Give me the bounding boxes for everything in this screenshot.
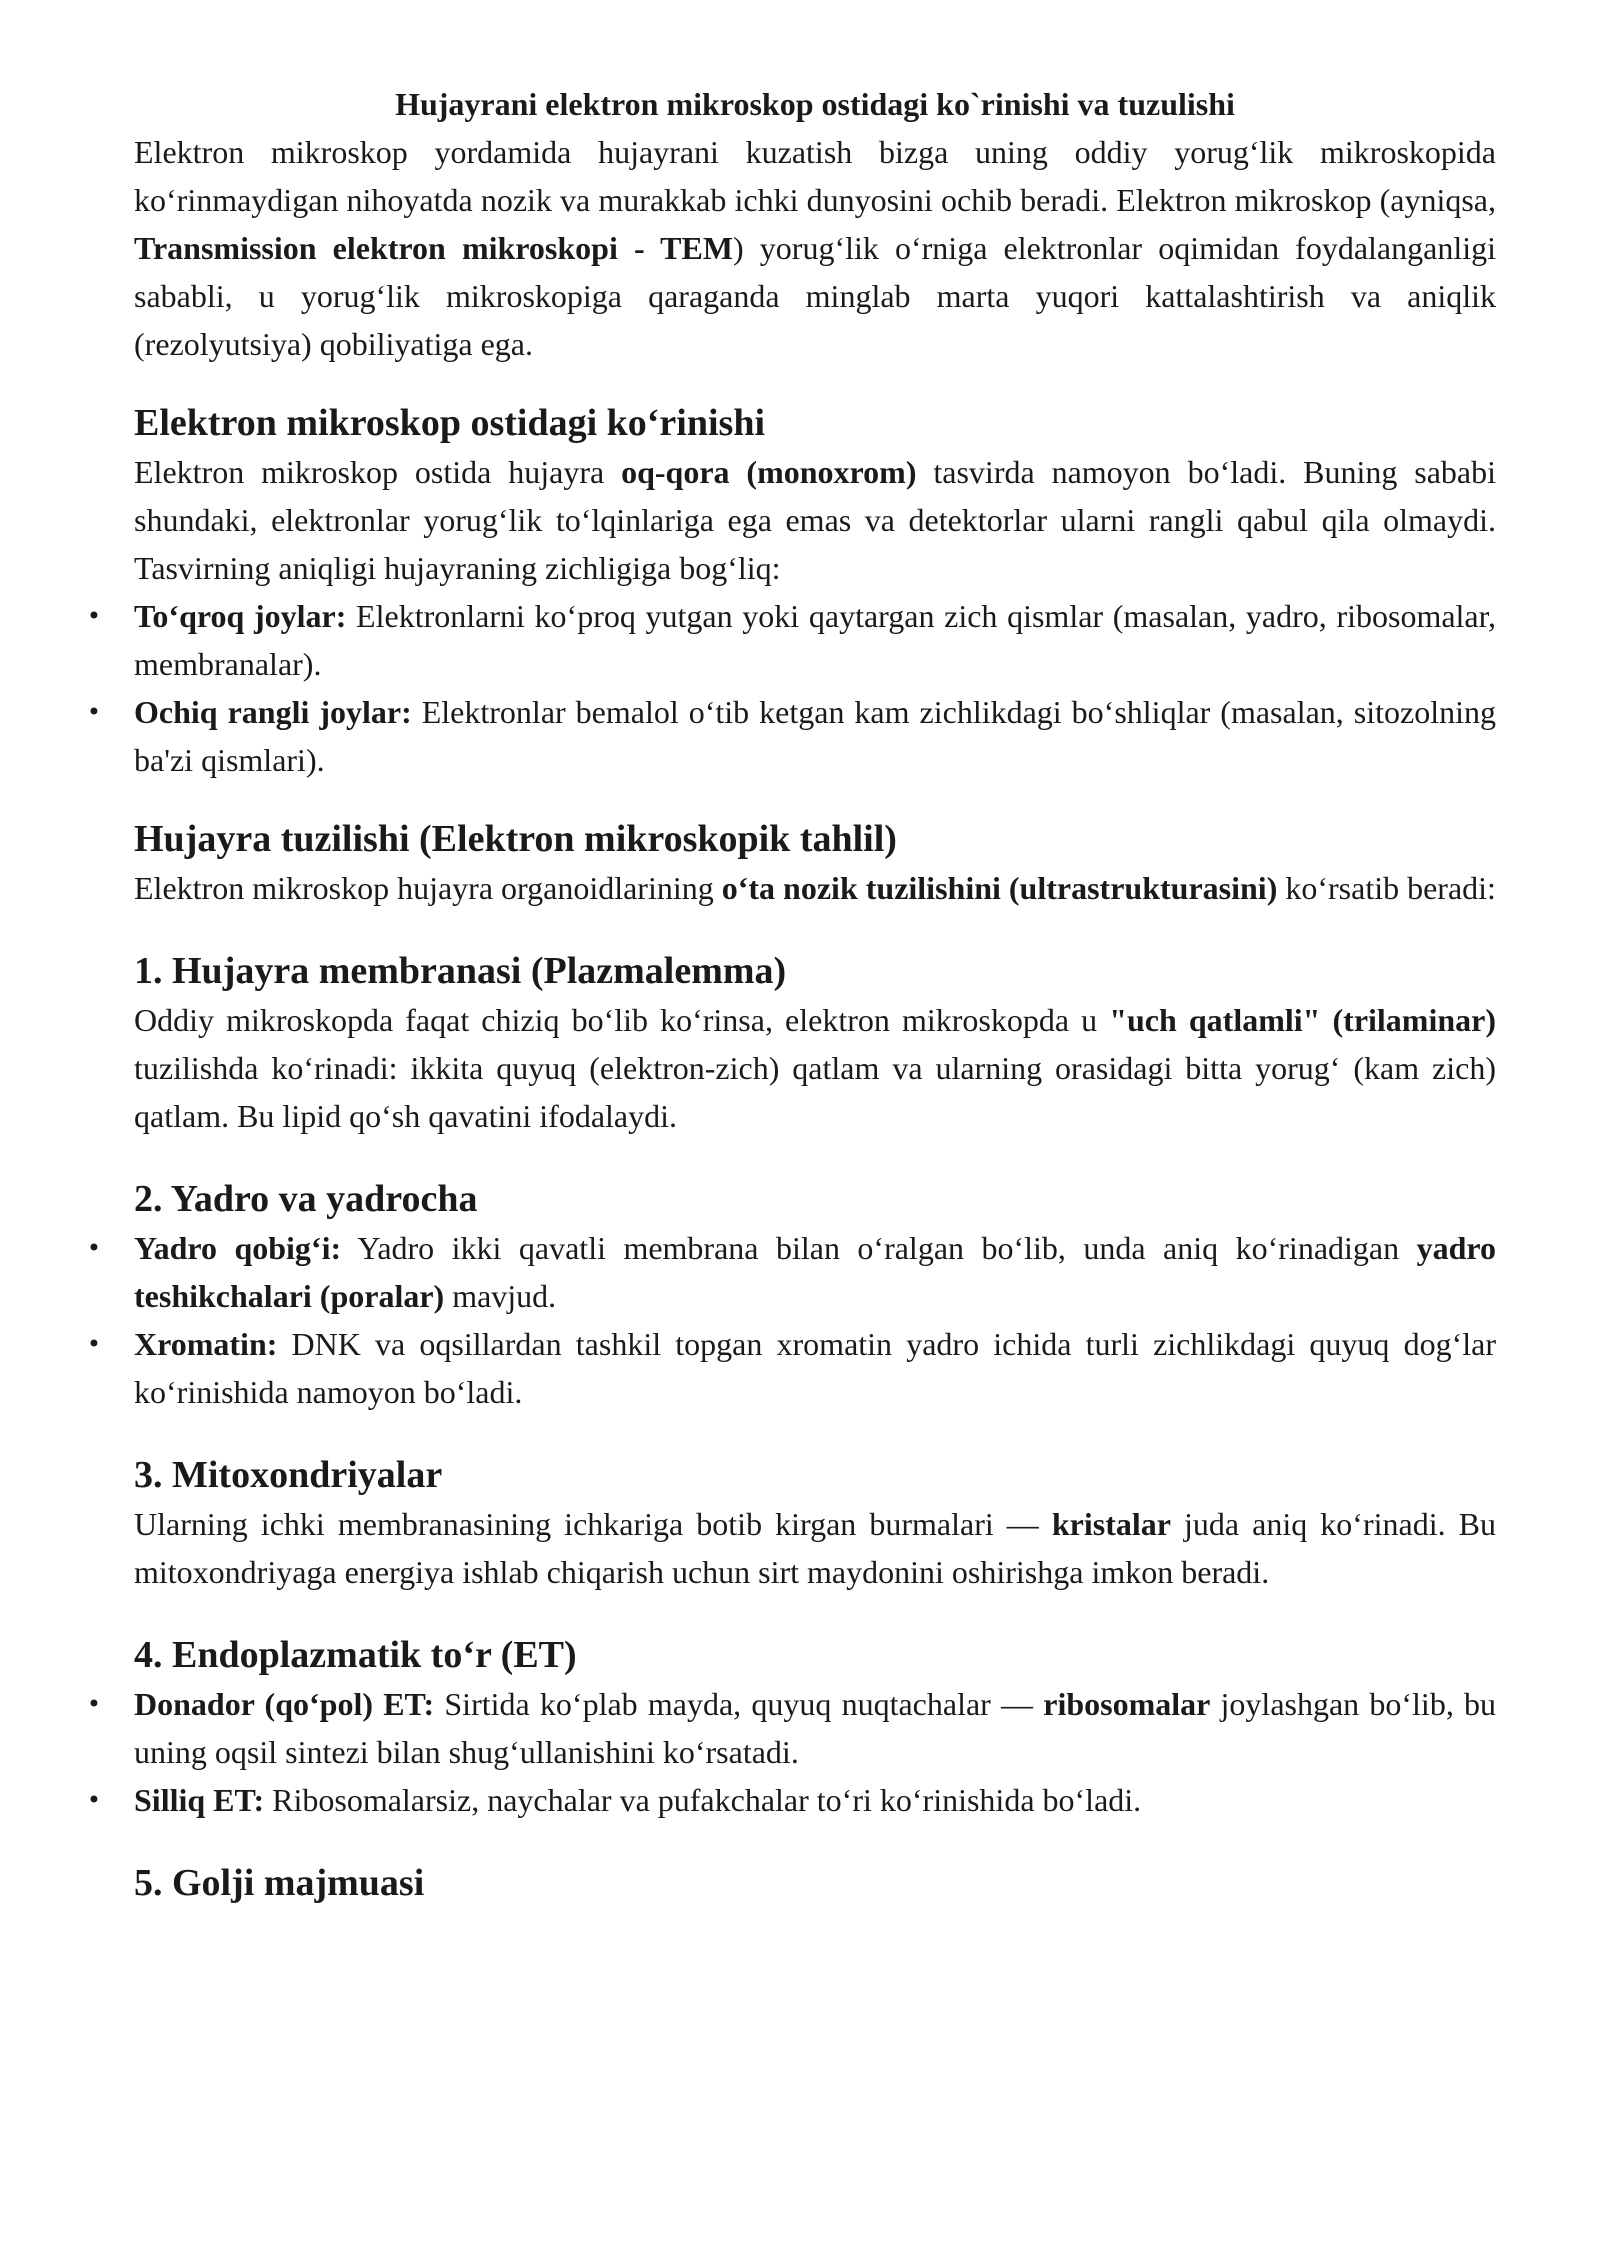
bullet-term: To‘qroq joylar:: [134, 598, 347, 634]
heading-mito: 3. Mitoxondriyalar: [134, 1454, 443, 1496]
heading-nucleus: 2. Yadro va yadrocha: [134, 1178, 478, 1220]
bullet-term: Yadro qobig‘i:: [134, 1230, 342, 1266]
list-item: [86, 1320, 1496, 1416]
heading-er: 4. Endoplazmatik to‘r (ET): [134, 1634, 577, 1676]
bullet-term: Donador (qo‘pol) ET:: [134, 1686, 435, 1722]
bullet-text: DNK va oqsillardan tashkil topgan xromatin yadro ichida turli zichlikdagi quyuq dog‘lar ko‘rinishida namoyon bo‘ladi.: [134, 1326, 1496, 1410]
bullet-term: Silliq ET:: [134, 1782, 265, 1818]
bullet-text: Ribosomalarsiz, naychalar va pufakchalar to‘ri ko‘rinishida bo‘ladi.: [264, 1782, 1142, 1818]
list-item: [86, 688, 1497, 784]
intro-text-2: ) yorug‘lik o‘rniga elektronlar oqimidan foydalanganligi sababli, u yorug‘lik mikroskopiga qaraganda minglab marta yuqori kattalashtirish va aniqlik (rezolyutsiya) qobiliyatiga ega.: [134, 230, 1497, 362]
intro-text-1: Elektron mikroskop yordamida hujayrani kuzatish bizga uning oddiy yorug‘lik mikroskopida ko‘rinmaydigan nihoyatda nozik va murakkab ichki dunyosini ochib beradi. Elektron mikroskop (ayniqsa,: [134, 134, 1496, 218]
bullet-icon: •: [86, 698, 102, 726]
list-item: [86, 1776, 1496, 1824]
mito-text-1: Ularning ichki membranasining ichkariga botib kirgan burmalari —: [134, 1506, 1052, 1542]
intro-bold: Transmission elektron mikroskopi - TEM: [134, 230, 734, 266]
nucleus-bullet-list: [86, 1224, 1497, 1416]
view-paragraph: [134, 448, 1496, 592]
bullet-text: Sirtida ko‘plab mayda, quyuq nuqtachalar —: [434, 1686, 1044, 1722]
bullet-text: Yadro ikki qavatli membrana bilan o‘ralgan bo‘lib, unda aniq ko‘rinadigan: [341, 1230, 1417, 1266]
structure-text-2: ko‘rsatib beradi:: [1277, 870, 1496, 906]
list-item: [86, 592, 1497, 688]
bullet-icon: •: [86, 1330, 102, 1358]
er-bullet-list: [86, 1680, 1497, 1824]
view-text-2: tasvirda namoyon bo‘ladi. Buning sababi shundaki, elektronlar yorug‘lik to‘lqinlariga ega emas va detektorlar ularni rangli qabul qila olmaydi. Tasvirning aniqligi hujayraning zichligiga bog‘liq:: [134, 454, 1497, 586]
membrane-bold: "uch qatlamli" (trilaminar): [1109, 1002, 1497, 1038]
document-title: Hujayrani elektron mikroskop ostidagi ko`rinishi va tuzulishi: [395, 86, 1235, 122]
bullet-term: Xromatin:: [134, 1326, 278, 1362]
heading-structure: Hujayra tuzilishi (Elektron mikroskopik tahlil): [134, 818, 897, 860]
bullet-text-end: mavjud.: [444, 1278, 557, 1314]
bullet-text-end: joylashgan bo‘lib, bu uning oqsil sintezi bilan shug‘ullanishini ko‘rsatadi.: [134, 1686, 1497, 1770]
structure-paragraph: [134, 864, 1496, 912]
list-item: [86, 1680, 1497, 1776]
mito-paragraph: [134, 1500, 1496, 1596]
view-text-1: Elektron mikroskop ostida hujayra: [134, 454, 622, 490]
membrane-paragraph: [134, 996, 1496, 1140]
membrane-text-2: tuzilishda ko‘rinadi: ikkita quyuq (elektron-zich) qatlam va ularning orasidagi bitta yorug‘ (kam zich) qatlam. Bu lipid qo‘sh qavatini ifodalaydi.: [134, 1050, 1496, 1134]
bullet-bold: yadro teshikchalari (poralar): [134, 1230, 1497, 1314]
mito-bold: kristalar: [1051, 1506, 1171, 1542]
view-bullet-list: [86, 592, 1497, 784]
document-content: [86, 80, 1497, 1908]
bullet-text: Elektronlarni ko‘proq yutgan yoki qaytargan zich qismlar (masalan, yadro, ribosomalar, membranalar).: [134, 598, 1497, 682]
view-bold: oq-qora (monoxrom): [621, 454, 917, 490]
bullet-icon: •: [86, 1234, 102, 1262]
bullet-term: Ochiq rangli joylar:: [134, 694, 412, 730]
heading-view: Elektron mikroskop ostidagi ko‘rinishi: [134, 402, 766, 444]
structure-text-1: Elektron mikroskop hujayra organoidlarining: [134, 870, 722, 906]
list-item: [86, 1224, 1497, 1320]
mito-text-2: juda aniq ko‘rinadi. Bu mitoxondriyaga energiya ishlab chiqarish uchun sirt maydonini oshirishga imkon beradi.: [134, 1506, 1497, 1590]
bullet-bold: ribosomalar: [1043, 1686, 1211, 1722]
structure-bold: o‘ta nozik tuzilishini (ultrastrukturasini): [721, 870, 1278, 906]
membrane-text-1: Oddiy mikroskopda faqat chiziq bo‘lib ko‘rinsa, elektron mikroskopda u: [134, 1002, 1110, 1038]
intro-paragraph: [134, 128, 1496, 368]
bullet-icon: •: [86, 1786, 102, 1814]
bullet-icon: •: [86, 602, 102, 630]
heading-golgi: 5. Golji majmuasi: [134, 1862, 425, 1904]
heading-membrane: 1. Hujayra membranasi (Plazmalemma): [134, 950, 787, 992]
bullet-text: Elektronlar bemalol o‘tib ketgan kam zichlikdagi bo‘shliqlar (masalan, sitozolning ba'zi qismlari).: [134, 694, 1497, 778]
bullet-icon: •: [86, 1690, 102, 1718]
